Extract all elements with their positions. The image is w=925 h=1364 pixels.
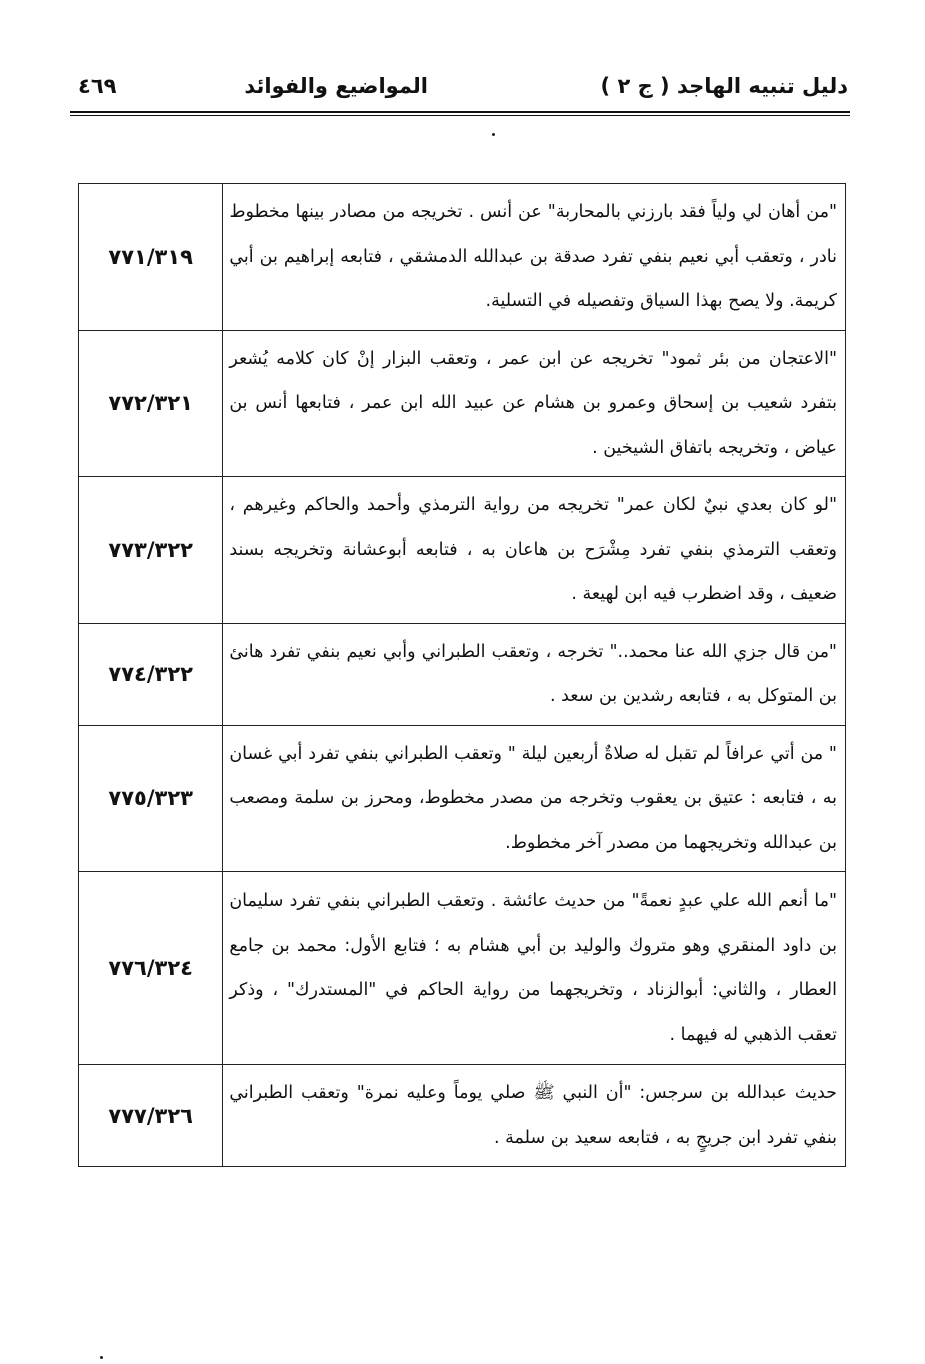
entry-reference: ٧٧١/٣١٩ — [79, 184, 223, 331]
entry-reference: ٧٧٣/٣٢٢ — [79, 477, 223, 624]
entry-text: "من أهان لي ولياً فقد بارزني بالمحاربة" عن أنس . تخريجه من مصادر بينها مخطوط نادر ، وتعقب أبي نعيم بنفي تفرد صدقة بن عبدالله الدمشقي ، فتابعه إبراهيم بن أبي كريمة. ولا يصح بهذا السياق وتفصيله في التسلية. — [223, 184, 846, 331]
page-number: ٤٦٩ — [78, 74, 117, 98]
header-rule — [70, 111, 850, 116]
table-row — [79, 623, 846, 725]
page-header — [68, 60, 848, 108]
entry-text: "لو كان بعدي نبيٌ لكان عمر" تخريجه من رواية الترمذي وأحمد والحاكم وغيرهم ، وتعقب الترمذي بنفي تفرد مِشْرَح بن هاعان به ، فتابعه أبوعشانة وتخريجه بسند ضعيف ، وقد اضطرب فيه ابن لهيعة . — [223, 477, 846, 624]
entry-text: "ما أنعم الله علي عبدٍ نعمةً" من حديث عائشة . وتعقب الطبراني بنفي تفرد سليمان بن داود المنقري وهو متروك والوليد بن أبي هشام به ؛ فتابع الأول: محمد بن جامع العطار ، والثاني: أبوالزناد ، وتخريجهما من رواية الحاكم في "المستدرك" ، وذكر تعقب الذهبي له فيهما . — [223, 872, 846, 1065]
table-row — [79, 330, 846, 477]
entry-text: "الاعتجان من بئر ثمود" تخريجه عن ابن عمر ، وتعقب البزار إنْ كان كلامه يُشعر بتفرد شعيب بن إسحاق وعمرو بن هشام عن عبيد الله ابن عمر ، فتابعها أنس بن عياض ، وتخريجه باتفاق الشيخين . — [223, 330, 846, 477]
entries-table — [78, 183, 846, 1167]
entry-reference: ٧٧٤/٣٢٢ — [79, 623, 223, 725]
entry-text: "من قال جزي الله عنا محمد.." تخرجه ، وتعقب الطبراني وأبي نعيم بنفي تفرد هانئ بن المتوكل به ، فتابعه رشدين بن سعد . — [223, 623, 846, 725]
entry-text: " من أتي عرافاً لم تقبل له صلاةٌ أربعين ليلة " وتعقب الطبراني بنفي تفرد أبي غسان به ، فتابعه : عتيق بن يعقوب وتخرجه من مصدر مخطوط، ومحرز بن سلمة ومصعب بن عبدالله وتخريجهما من مصدر آخر مخطوط. — [223, 725, 846, 872]
speck — [100, 1356, 103, 1359]
entry-reference: ٧٧٧/٣٢٦ — [79, 1065, 223, 1167]
table-row — [79, 725, 846, 872]
table-row — [79, 872, 846, 1065]
entry-reference: ٧٧٥/٣٢٣ — [79, 725, 223, 872]
entry-reference: ٧٧٢/٣٢١ — [79, 330, 223, 477]
table-row — [79, 1065, 846, 1167]
section-title: المواضيع والفوائد — [244, 74, 428, 98]
speck — [492, 133, 495, 136]
table-row — [79, 184, 846, 331]
entry-reference: ٧٧٦/٣٢٤ — [79, 872, 223, 1065]
book-title: دليل تنبيه الهاجد ( ج ٢ ) — [600, 74, 848, 98]
table-row — [79, 477, 846, 624]
entry-text: حديث عبدالله بن سرجس: "أن النبي ﷺ صلي يوماً وعليه نمرة" وتعقب الطبراني بنفي تفرد ابن جريجٍ به ، فتابعه سعيد بن سلمة . — [223, 1065, 846, 1167]
